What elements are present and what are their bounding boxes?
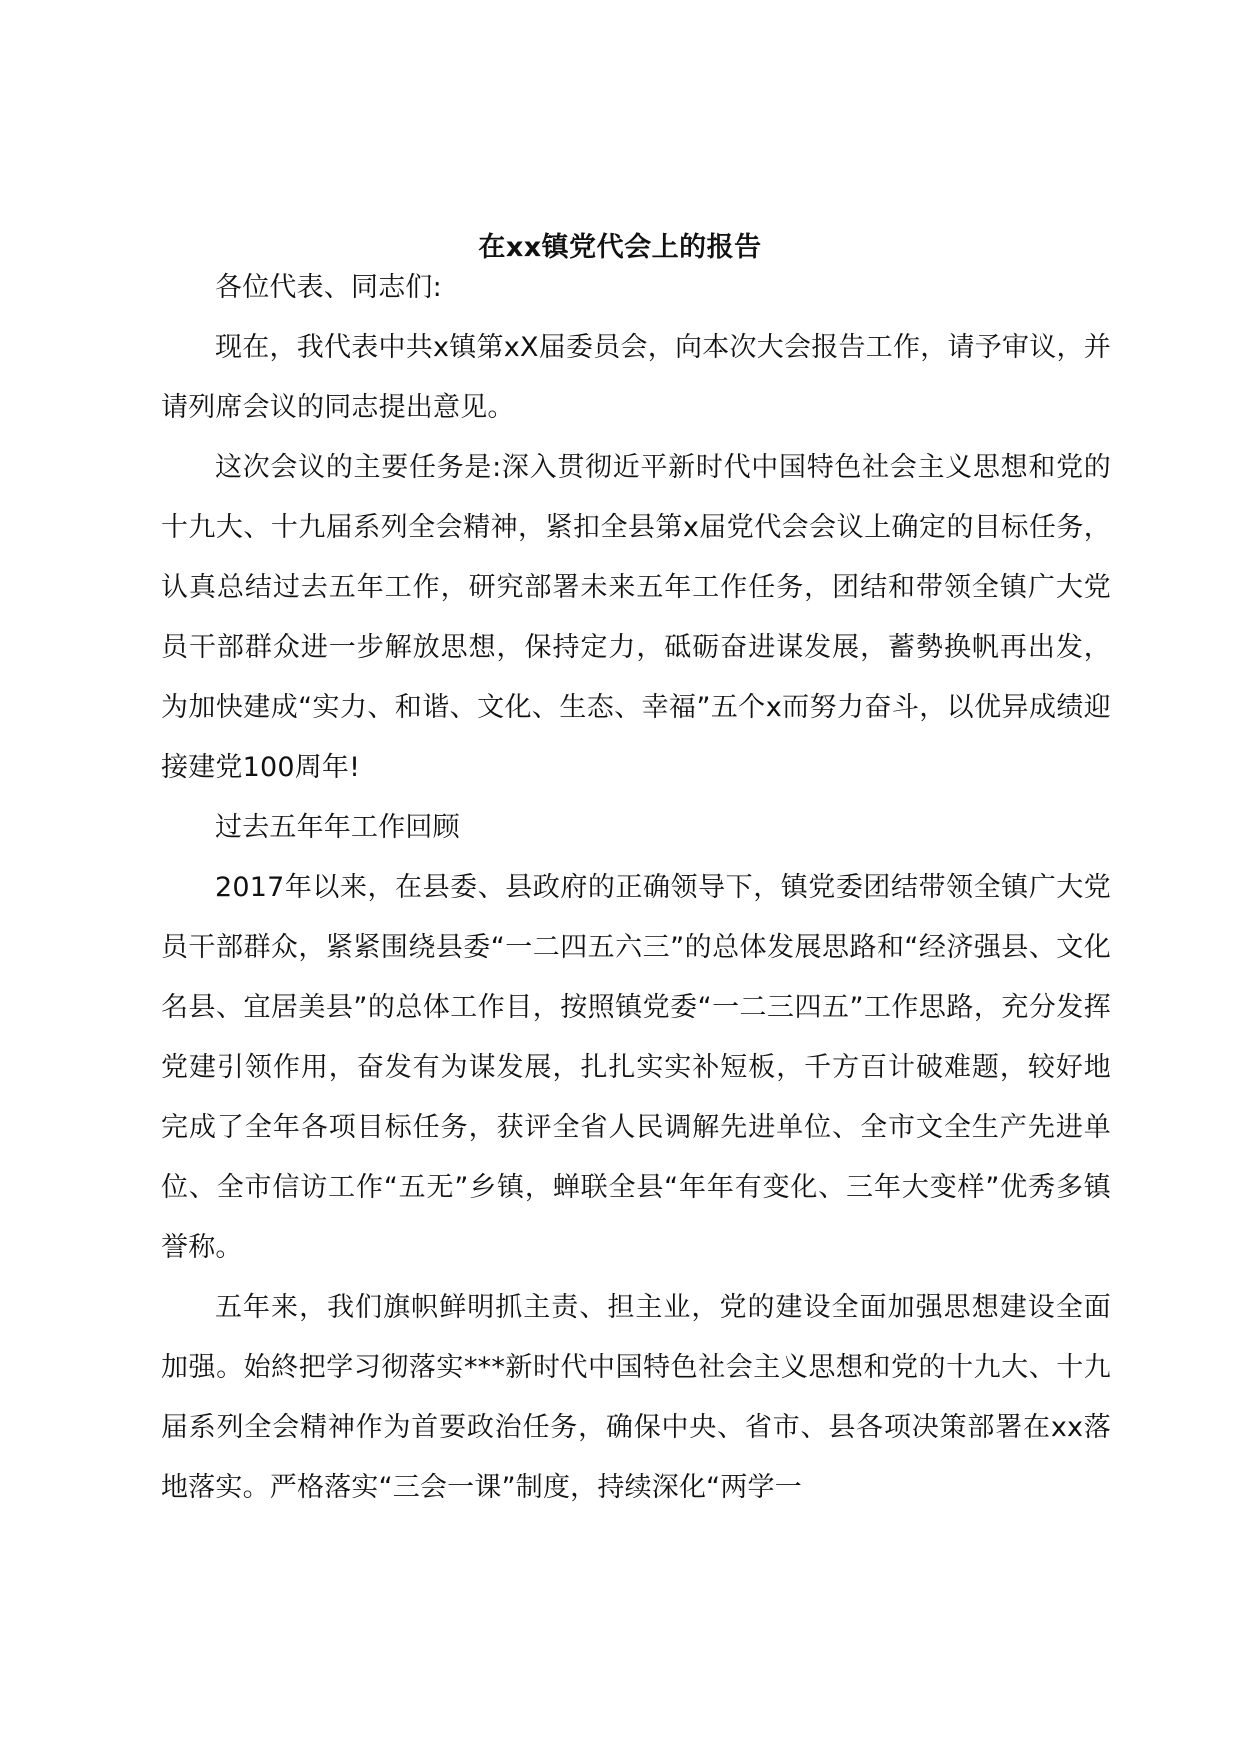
salutation-paragraph: 各位代表、同志们: [215, 272, 442, 303]
meeting-tasks-paragraph: 这次会议的主要任务是:深入贯彻近平新时代中国特色社会主义思想和党的十九大、十九届系列全会精神，紧扣全县第x届党代会会议上确定的目标任务，认真总结过去五年工作，研究部署未来五年工作任务，团结和带领全镇广大党员干部群众进一步解放思想，保持定力，砥砺奋进谋发展，蓄勢换帆再出发，为加快建成“实力、和谐、文化、生态、幸福”五个x而努力奋斗，以优异成绩迎接建党100周年! [161, 452, 1111, 783]
party-building-paragraph: 五年来，我们旗帜鲜明抓主责、担主业，党的建设全面加强思想建设全面加强。始終把学习彻落实***新时代中国特色社会主义思想和党的十九大、十九届系列全会精神作为首要政治任务，确保中央、省市、县各项决策部署在xx落地落实。严格落实“三会一课”制度，持续深化“两学一 [161, 1292, 1111, 1503]
document-body [161, 258, 1111, 1518]
report-intro-paragraph: 现在，我代表中共x镇第xX届委员会，向本次大会报告工作，请予审议，并请列席会议的同志提出意见。 [161, 332, 1111, 423]
section-heading: 过去五年年工作回顾 [215, 812, 460, 843]
review-paragraph: 2017年以来，在县委、县政府的正确领导下，镇党委团结带领全镇广大党员干部群众，紧紧围绕县委“一二四五六三”的总体发展思路和“经济强县、文化名县、宜居美县”的总体工作目，按照镇党委“一二三四五”工作思路，充分发挥党建引领作用，奋发有为谋发展，扎扎实实补短板，千方百计破难题，较好地完成了全年各项目标任务，获评全省人民调解先进单位、全市文全生产先进单位、全市信访工作“五无”乡镇，蝉联全县“年年有变化、三年大变样”优秀多镇誉称。 [161, 872, 1111, 1263]
document-title: 在xx镇党代会上的报告 [478, 232, 762, 263]
